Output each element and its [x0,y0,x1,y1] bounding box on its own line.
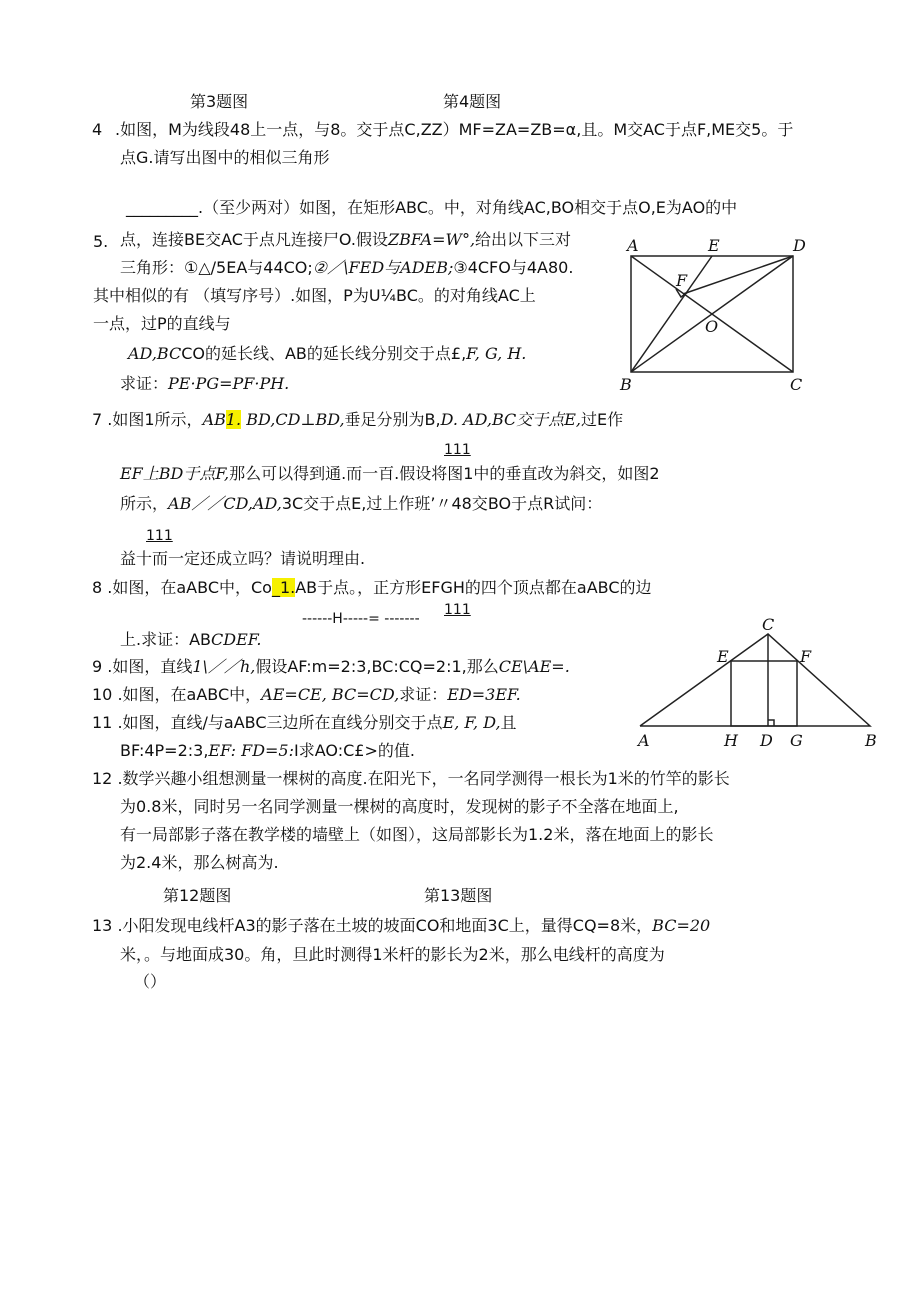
q11-line2 [120,741,415,761]
label-h: H [724,731,738,750]
label-b: B [620,375,632,394]
q10-intro: .如图，在aABC中， [117,685,262,704]
q5-line6-a: AD,BC [128,344,182,363]
q8-dash-line: ------H-----= ------- [302,611,420,627]
q13-line1 [92,916,710,936]
q9-number: 9 [92,657,103,676]
q7-number: 7 [92,410,103,429]
q5-line7 [120,374,289,394]
q9-parallel: 1\／／h, [192,657,256,676]
q5-triangle-pair-3: ③4CFO与4A80. [453,258,574,277]
q13-line2: 米，。与地面成30。角，旦此时测得1米杆的影长为2米，那么电线杆的高度为 [120,945,665,964]
square-efgh [731,661,797,726]
q13-line3: （） [134,972,167,991]
q4-line2: 点G.请写出图中的相似三角形 [120,148,330,167]
q11-points: E, F, D, [442,713,501,732]
q5-line6-c: F, G, H. [466,344,527,363]
q7-tail: 过E作 [581,410,624,429]
q5-line6-b: CO的延长线、AB的延长线分别交于点£, [181,344,467,363]
q11-ratio-2: EF: FD=5: [208,741,294,760]
q8-line1 [92,578,652,598]
q12-text-1: .数学兴趣小组想测量一棵树的高度.在阳光下，一名同学测得一根长为1米的竹竿的影长 [117,769,730,788]
q9-question: CE\AE=. [498,657,570,676]
q12-line3: 有一局部影子落在教学楼的墙壁上（如图），这局部影长为1.2米，落在地面上的影长 [120,825,714,844]
q12-line1 [92,769,730,789]
q12-number: 12 [92,769,113,788]
q11-number: 11 [92,713,113,732]
label-f: F [676,271,688,290]
label-e: E [708,236,720,255]
highlighted-mark: 1. [225,410,242,429]
q9-line1 [92,657,570,677]
q5-triangle-pair-1: 三角形：①△/5EA与44CO; [120,258,313,277]
q5-line3 [120,258,573,278]
q12-line2: 为0.8米，同时另一名同学测量一棵树的高度时，发现树的影子不全落在地面上, [120,797,679,816]
rectangle-figure [618,232,814,396]
q7-ab: AB [202,410,226,429]
q10-line1 [92,685,521,705]
q11-intro: .如图，直线/与aABC三边所在直线分别交于点 [117,713,443,732]
q11-question: 求AO:C£>的值. [298,741,415,760]
q7-intro: .如图1所示， [107,410,203,429]
label-f: F [800,647,812,666]
q5-triangle-pair-2: ②／\FED与ADEB; [312,258,454,277]
triangle-abc [640,634,870,726]
q11-and: 且 [500,713,517,732]
q10-prove: 求证： [399,685,448,704]
q7-line2-text: 那么可以得到通.而一百.假设将图1中的垂直改为斜交，如图2 [229,464,660,483]
q10-formula: ED=3EF. [447,685,521,704]
q5-line4: 其中相似的有 （填写序号）.如图，P为U¼BC。的对角线AC上 [93,286,536,305]
q11-ratio-1: BF:4P=2:3, [120,741,209,760]
q7-line4: 益十而一定还成立吗？请说明理由. [120,549,366,568]
q5-line1: .（至少两对）如图，在矩形ABC。中，对角线AC,BO相交于点O,E为AO的中 [198,198,738,217]
q8-number: 8 [92,578,103,597]
q8-prove: 上.求证：AB [120,630,212,649]
q8-text: AB于点。，正方形EFGH的四个顶点都在aABC的边 [295,578,652,597]
label-g: G [790,731,803,750]
q5-number: 5. [93,232,109,251]
q7-line3-intro: 所示， [120,494,169,513]
q12-line4: 为2.4米，那么树高为. [120,853,279,872]
caption-fig3: 第3题图 [190,92,249,111]
q13-bc: BC=20 [652,916,711,935]
q7-foot: 垂足分别为B, [344,410,441,429]
q10-number: 10 [92,685,113,704]
q8-line2 [120,630,261,650]
q8-formula: CDEF. [211,630,262,649]
label-d: D [793,236,806,255]
q4-number: 4 [92,120,103,139]
caption-fig4: 第4题图 [443,92,502,111]
q5-line2-text: 点，连接BE交AC于点凡连接尸O.假设 [120,230,388,249]
q7-fraction-1: 111 [444,442,471,458]
q4-line1: .如图，M为线段48上一点，与8。交于点C,ZZ）MF=ZA=ZB=α,且。M交AC于点F,ME交5。于 [115,120,794,139]
label-c: C [762,616,775,634]
q9-intro: .如图，直线 [107,657,193,676]
caption-fig13: 第13题图 [424,886,493,905]
q5-angle-formula: ZBFA=W°, [387,230,476,249]
q13-number: 13 [92,916,113,935]
label-a: A [627,236,639,255]
q9-condition: 假设AF:m=2:3,BC:CQ=2:1,那么 [255,657,499,676]
q5-line6 [128,344,526,364]
label-c: C [790,375,803,394]
q5-line2-tail: 给出以下三对 [475,230,572,249]
q5-line5: 一点，过P的直线与 [93,314,231,333]
label-b: B [865,731,877,750]
highlighted-mark: _1. [271,578,296,597]
segment-be [631,256,712,372]
right-angle-mark [768,720,774,726]
q7-ef: EF上BD于点F, [120,464,230,483]
label-o: O [705,317,719,336]
q7-line2 [120,464,660,484]
caption-fig12: 第12题图 [163,886,232,905]
q11-line1 [92,713,517,733]
q11-mark: I [294,741,299,760]
q13-text-1: .小阳发现电线杆A3的影子落在土坡的坡面CO和地面3C上，量得CQ=8米， [117,916,653,935]
q7-line3 [120,494,602,514]
q7-parallel: AB／／CD,AD, [168,494,282,513]
q8-intro: .如图，在aABC中，Co [107,578,272,597]
q7-fraction-2: 111 [146,528,173,544]
label-e: E [717,647,729,666]
q7-line1 [92,410,623,430]
q5-blank [126,198,737,218]
answer-blank: _________ [126,198,198,217]
q5-line2 [120,230,571,250]
q5-prove-formula: PE·PG=PF·PH. [168,374,290,393]
q8-fraction: 111 [444,602,471,618]
q7-perp: BD,CD⊥BD, [241,410,345,429]
triangle-figure [632,616,882,752]
q7-line3-text: 3C交于点E,过上作班’〃48交BO于点R试问： [281,494,603,513]
q10-given: AE=CE, BC=CD, [261,685,400,704]
q7-intersect: D. AD,BC交于点E, [440,410,582,429]
label-d: D [760,731,773,750]
label-a: A [638,731,650,750]
q5-prove-label: 求证： [120,374,169,393]
